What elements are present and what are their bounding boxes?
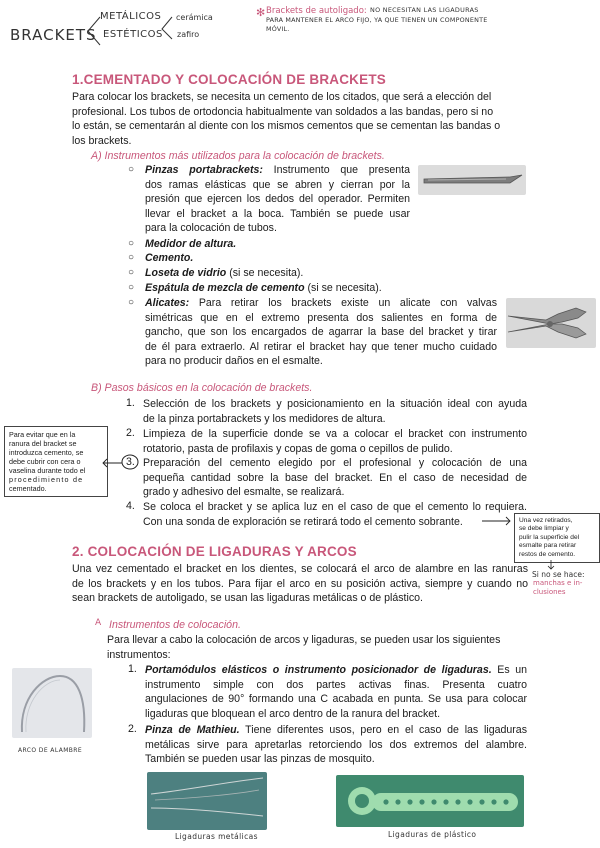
note-line: Una vez retirados, [519,517,573,524]
intro-line: Una vez cementado el bracket en los dientes, se colocará el arco de alambre en las ranuras [72,563,528,575]
section-2-lead [107,633,527,662]
text: (si se necesita). [226,267,304,279]
handwritten-zafiro: zafiro [177,30,200,39]
subheading-b: B) Pasos básicos en la colocación de brackets. [91,382,313,394]
caption-ligaduras-plastico: Ligaduras de plástico [388,830,477,839]
note-line: vaselina durante todo el [9,466,86,475]
text: Instrumento que presenta [273,164,410,176]
text: de él para extraerlo. Al retirar el bracket hay que tener mucho cuidado [145,340,497,353]
text: Selección de los brackets y posicionamiento en la situación ideal con ayuda [143,398,527,410]
note-line: esmalte para retirar [519,542,577,550]
text: dos ramas elásticas que se abren y cierran por la [145,178,410,191]
lead-line: instrumentos: [107,648,171,661]
text: simétricas que en el extremo presenta dos salientes en forma de [145,311,497,324]
step-number: 3. [126,456,135,468]
step-1 [143,397,527,426]
text: rotatorio, pasta de profilaxis y copas de goma o cepillos de pulido. [143,442,453,455]
instrument-name: Pinza de Mathieu. [145,724,240,736]
instrument-name: Medidor de altura. [145,238,237,250]
item-number: 1. [128,663,137,675]
text: Es un [491,664,527,676]
note-line: se debe limpiar y [519,525,569,533]
text: Tiene diferentes usos, pero en el caso de las ligaduras [239,724,527,736]
note-line: cementado. [9,484,47,493]
text: pequeña cantidad sobre la base del bracket. En el caso de necesidad de [143,471,527,484]
bullet-icon: ○ [128,252,135,263]
handwritten-inclusiones: clusiones [533,588,566,596]
section-1-intro [72,90,528,148]
text: llevar el bracket a la boca. También se puede usar [145,207,410,220]
step-number: 4. [126,500,135,512]
text: ligaduras que bloquean el arco dentro de la ranura del bracket. [145,707,441,720]
note-line: pulir la superficie del [519,533,580,541]
text: (si se necesita). [304,282,382,294]
intro-line: profesional. Los tubos de ortodoncia habitualmente van soldados a las bandas, pero si no [72,105,494,118]
text: grado y adhesivo del esmalte, se realizará. [143,486,345,499]
handwritten-ceramica: cerámica [176,13,213,22]
handwritten-esteticos: ESTÉTICOS [103,29,163,40]
autoligado-line-2: PARA MANTENER EL ARCO FIJO, YA QUE TIENEN UN COMPONENTE [266,16,488,24]
bullet-icon: ○ [128,238,135,249]
bullet-icon: ○ [128,282,135,293]
instrument-pinza-mathieu [145,723,527,767]
photo-arco-alambre [12,668,92,738]
photo-ligaduras-metalicas [147,772,267,830]
bullet-icon: ○ [128,297,135,308]
subheading-instrumentos-colocacion: Instrumentos de colocación. [109,619,241,631]
handwritten-metalicos: METÁLICOS [100,11,162,22]
instrument-portamodulos [145,663,527,721]
text: Se coloca el bracket y se aplica luz en el caso de que el cemento lo requiera. [143,501,527,513]
lead-line: Para llevar a cabo la colocación de arcos y ligaduras, se pueden usar los siguientes [107,634,501,646]
instrument-name: Espátula de mezcla de cemento [145,282,305,294]
handwritten-brackets-label: BRACKETS [10,26,97,44]
note-line: restos de cemento. [519,550,576,558]
intro-line: sean brackets de autoligado, se usan las ligaduras metálicas o de plástico. [72,592,423,605]
text: gancho, que son los encargados de agarrar la base del bracket y tirar [145,326,497,339]
section-1-title: 1.CEMENTADO Y COLOCACIÓN DE BRACKETS [72,72,386,87]
text: Con una sonda de exploración se retirará todo el cemento sobrante. [143,515,463,528]
intro-line: lo están, se cementarán al diente con los mismos cementos que se cementan las bandas o [72,120,501,133]
intro-line: Para colocar los brackets, se necesita un cemento de los citados, que será a elección del [72,91,492,103]
note-line: procedimiento de [9,475,84,484]
note-right [514,513,600,563]
step-4 [143,500,527,529]
instrument-name: Pinzas portabrackets: [145,164,263,176]
instrument-alicates [145,296,497,369]
text: Para retirar los brackets existe un alicate con valvas [198,297,497,309]
caption-ligaduras-metalicas: Ligaduras metálicas [175,832,258,841]
section-2-intro [72,562,528,606]
instrument-medidor [145,237,236,252]
instrument-name: Portamódulos elásticos o instrumento posicionador de ligaduras. [145,664,492,676]
note-left [4,426,108,497]
step-2 [143,427,527,456]
brace-icon-small [158,13,178,43]
subheading-a: A) Instrumentos más utilizados para la colocación de brackets. [91,150,385,162]
asterisk-icon: ✻ [256,7,266,19]
photo-alicates [506,298,596,348]
note-line: introduzca cemento, se [9,448,84,457]
step-3 [143,456,527,500]
photo-ligaduras-plastico [336,775,524,827]
note-line: Para evitar que en la [9,430,76,439]
text: Limpieza de la superficie donde se va a colocar el bracket con instrumento [143,428,527,440]
handwritten-si-no-se-hace: Si no se hace: [532,570,585,579]
text: de la pinza portabrackets y los medidores de altura. [143,412,386,425]
text: presión que ejercen los dedos del operador. Permiten [145,193,410,206]
instrument-name: Cemento. [145,252,194,264]
text: para la colocación de tubos. [145,222,277,235]
bullet-icon: ○ [128,267,135,278]
intro-line: de los brackets y en los tubos. Para fijar el arco en su posición activa, siempre y cuando no [72,577,528,590]
instrument-pinzas [145,163,410,236]
caption-arco-alambre: ARCO DE ALAMBRE [18,747,83,754]
arrow-icon [100,458,124,468]
text: instrumento simple con dos partes activas finas. Presenta cuatro [145,678,527,691]
note-line: ranura del bracket se [9,439,77,448]
text: También se pueden usar las pinzas de mosquito. [145,753,375,766]
instrument-name: Loseta de vidrio [145,267,227,279]
note-line: debe cubrir con cera o [9,457,81,466]
section-2-title: 2. COLOCACIÓN DE LIGADURAS Y ARCOS [72,544,357,559]
handwritten-manchas: manchas e in- [533,579,583,587]
text: Preparación del cemento elegido por el profesional y colocación de una [143,457,527,469]
text: angulaciones de 90° formando una C acabada en punta. Se usa para colocar [145,693,527,706]
autoligado-title: Brackets de autoligado: [266,6,367,16]
instrument-loseta [145,266,303,281]
photo-pinzas-portabrackets [418,165,526,195]
bullet-icon: ○ [128,164,135,175]
autoligado-line-1: NO NECESITAN LAS LIGADURAS [370,6,479,14]
instrument-name: Alicates: [145,297,190,309]
text: metálicas sirve para apretarlas retorciendo los dos extremos del alambre. [145,738,527,751]
step-number: 2. [126,427,135,439]
subheading-letter: A [95,618,102,628]
intro-line: los brackets. [72,134,132,147]
text: para no producir daños en el esmalte. [145,355,323,368]
instrument-cemento [145,251,193,266]
arrow-icon [480,516,514,526]
item-number: 2. [128,723,137,735]
step-number: 1. [126,397,135,409]
instrument-espatula [145,281,382,296]
autoligado-line-3: MÓVIL. [266,25,290,33]
